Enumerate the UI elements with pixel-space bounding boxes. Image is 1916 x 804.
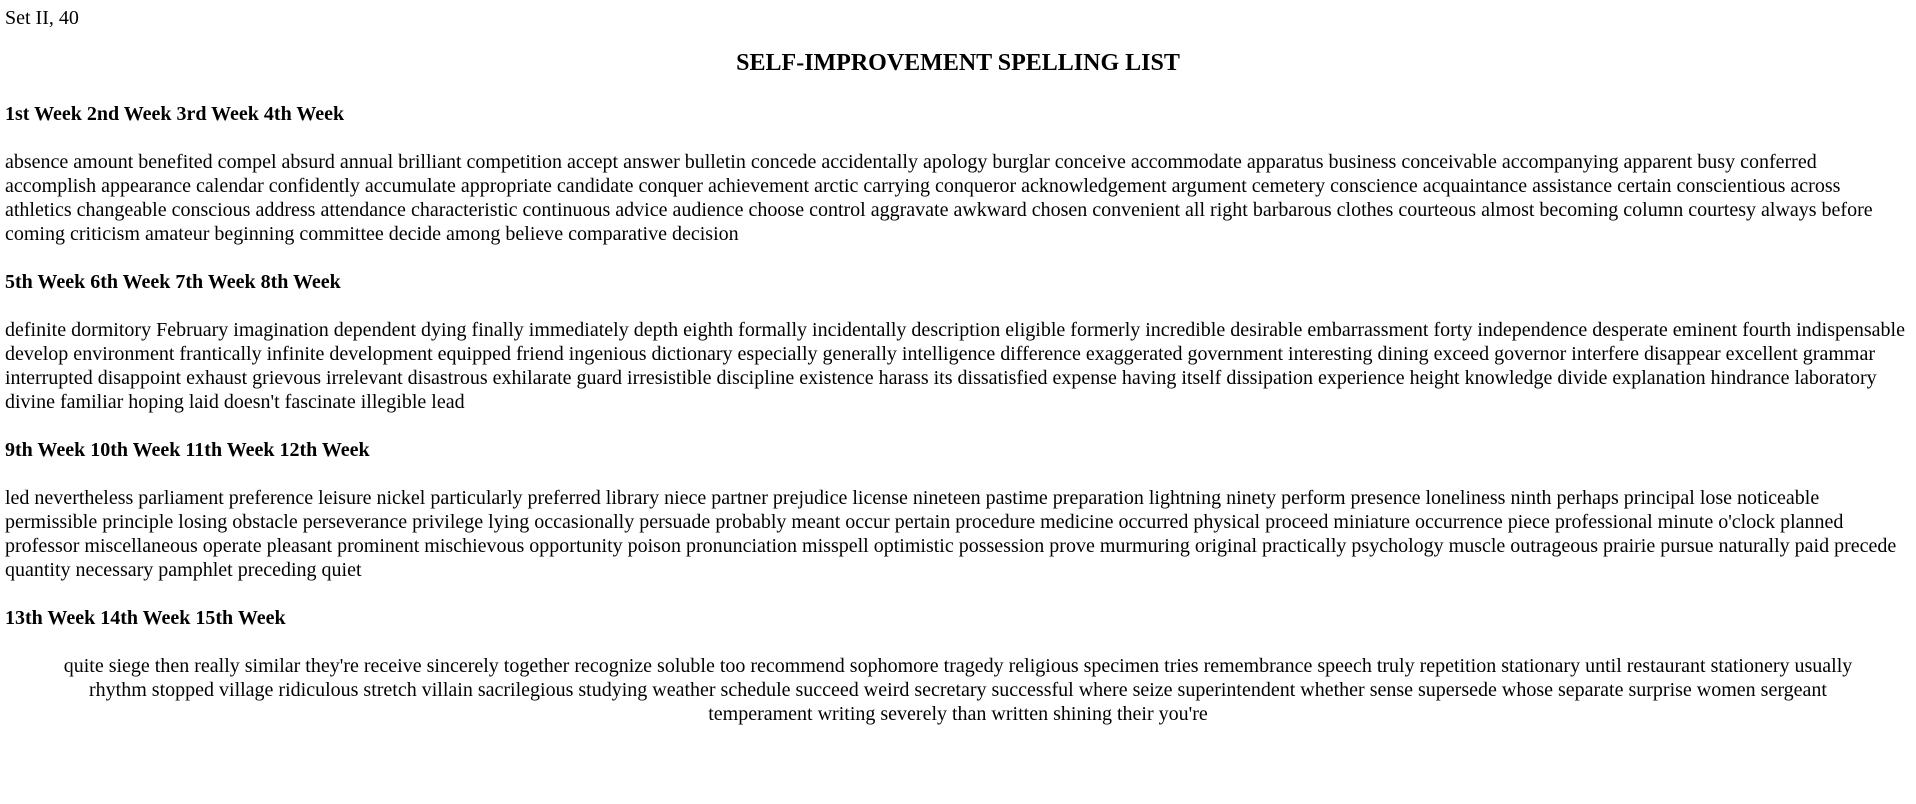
word-list-weeks-13-15: quite siege then really similar they're receive sincerely together recognize soluble too recommend sophomore tragedy religious specimen tries remembrance speech truly repetition stationary until restaurant stationery usually rhythm stopped village ridiculous stretch villain sacrilegious studying weather schedule succeed weird secretary successful where seize superintendent whether sense supersede whose separate surprise women sergeant temperament writing severely than written shining their you're xyxy=(63,655,1853,725)
section-heading-weeks-1-4: 1st Week 2nd Week 3rd Week 4th Week xyxy=(5,103,345,125)
section-heading-weeks-13-15: 13th Week 14th Week 15th Week xyxy=(5,607,286,629)
word-list-weeks-9-12: led nevertheless parliament preference leisure nickel particularly preferred library niece partner prejudice license nineteen pastime preparation lightning ninety perform presence loneliness ninth perhaps principal lose noticeable permissible principle losing obstacle perseverance privilege lying occasionally persuade probably meant occur pertain procedure medicine occurred physical proceed miniature occurrence piece professional minute o'clock planned professor miscellaneous operate pleasant prominent mischievous opportunity poison pronunciation misspell optimistic possession prove murmuring original practically psychology muscle outrageous prairie pursue naturally paid precede quantity necessary pamphlet preceding quiet xyxy=(5,487,1897,581)
word-list-weeks-5-8: definite dormitory February imagination dependent dying finally immediately depth eighth formally incidentally description eligible formerly incredible desirable embarrassment forty independence desperate eminent fourth indispensable develop environment frantically infinite development equipped friend ingenious dictionary especially generally intelligence difference exaggerated government interesting dining exceed governor interfere disappear excellent grammar interrupted disappoint exhaust grievous irrelevant disastrous exhilarate guard irresistible discipline existence harass its dissatisfied expense having itself dissipation experience height knowledge divide explanation hindrance laboratory divine familiar hoping laid doesn't fascinate illegible lead xyxy=(5,319,1905,413)
section-heading-weeks-9-12: 9th Week 10th Week 11th Week 12th Week xyxy=(5,439,370,461)
word-list-weeks-1-4: absence amount benefited compel absurd annual brilliant competition accept answer bulletin concede accidentally apology burglar conceive accommodate apparatus business conceivable accompanying apparent busy conferred accomplish appearance calendar confidently accumulate appropriate candidate conquer achievement arctic carrying conqueror acknowledgement argument cemetery conscience acquaintance assistance certain conscientious across athletics changeable conscious address attendance characteristic continuous advice audience choose control aggravate awkward chosen convenient all right barbarous clothes courteous almost becoming column courtesy always before coming criticism amateur beginning committee decide among believe comparative decision xyxy=(5,151,1873,245)
page-title: SELF-IMPROVEMENT SPELLING LIST xyxy=(736,50,1180,76)
section-heading-weeks-5-8: 5th Week 6th Week 7th Week 8th Week xyxy=(5,271,341,293)
set-label: Set II, 40 xyxy=(5,7,79,29)
